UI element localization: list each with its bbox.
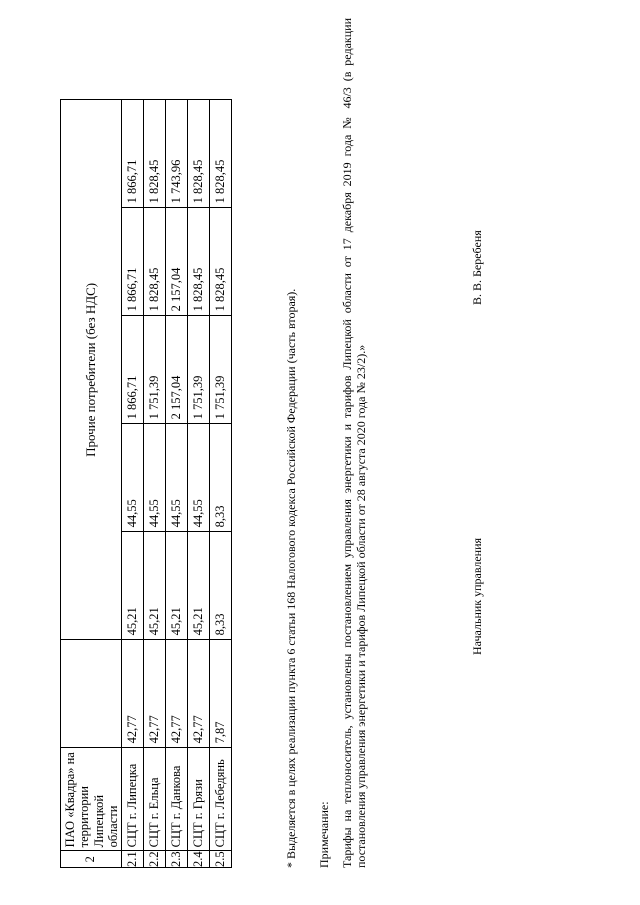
signature-name: В. В. Беребеня [470, 230, 484, 305]
tariff-table [60, 99, 232, 868]
table-cell-v2: 45,21 [143, 532, 165, 640]
table-cell-v5: 2 157,04 [165, 208, 187, 316]
table-cell-name: СЦТ г. Данкова [165, 748, 187, 851]
table-cell-v3: 44,55 [187, 424, 209, 532]
table-cell-v1: 42,77 [187, 640, 209, 748]
footnote: * Выделяется в целях реализации пункта 6 статьи 168 Налогового кодекса Российской Федерации (часть вторая). [284, 288, 298, 868]
table-cell-v2: 8,33 [209, 532, 231, 640]
table-cell-v3: 44,55 [143, 424, 165, 532]
table-cell-v4: 1 866,71 [121, 316, 143, 424]
table-cell-v2: 45,21 [121, 532, 143, 640]
table-row [143, 100, 165, 868]
table-cell-name: СЦТ г. Ельца [143, 748, 165, 851]
table-cell-v3: 44,55 [165, 424, 187, 532]
table-cell-v5: 1 828,45 [143, 208, 165, 316]
table-row [187, 100, 209, 868]
table-cell-v6: 1 828,45 [143, 100, 165, 208]
header-org-cell: ПАО «Квадра» на территории Липецкой области [61, 748, 122, 851]
table-cell-name: СЦТ г. Липецка [121, 748, 143, 851]
table-cell-v5: 1 828,45 [187, 208, 209, 316]
table-cell-v6: 1 828,45 [209, 100, 231, 208]
table-cell-num: 2.4 [187, 851, 209, 868]
table-cell-num: 2.2 [143, 851, 165, 868]
table-cell-v4: 1 751,39 [187, 316, 209, 424]
table-cell-v3: 8,33 [209, 424, 231, 532]
header-num-cell: 2 [61, 851, 122, 868]
table-header-row [61, 100, 122, 868]
table-cell-v6: 1 743,96 [165, 100, 187, 208]
table-cell-v5: 1 866,71 [121, 208, 143, 316]
signature-title: Начальник управления [470, 537, 484, 655]
note-label: Примечание: [317, 801, 331, 868]
table-cell-v5: 1 828,45 [209, 208, 231, 316]
table-row [121, 100, 143, 868]
table-cell-num: 2.3 [165, 851, 187, 868]
note-text: Тарифы на теплоноситель, установлены постановлением управления энергетики и тарифов Липецкой области от 17 декабря 2019 года № 46/3 (в редакции постановления управления энергетики и тарифов Липецкой области от 28 августа 2020 года № 23/2).» [340, 18, 368, 868]
table-cell-name: СЦТ г. Лебедянь [209, 748, 231, 851]
header-consumers-cell: Прочие потребители (без НДС) [61, 100, 122, 640]
table-cell-v4: 1 751,39 [143, 316, 165, 424]
table-cell-num: 2.5 [209, 851, 231, 868]
table-cell-v4: 2 157,04 [165, 316, 187, 424]
table-cell-v4: 1 751,39 [209, 316, 231, 424]
table-cell-v3: 44,55 [121, 424, 143, 532]
table-cell-v2: 45,21 [165, 532, 187, 640]
table-cell-v1: 42,77 [143, 640, 165, 748]
table-cell-v1: 42,77 [165, 640, 187, 748]
header-blank-cell [61, 640, 122, 748]
table-cell-num: 2.1 [121, 851, 143, 868]
table-row [209, 100, 231, 868]
table-row [165, 100, 187, 868]
table-cell-v1: 42,77 [121, 640, 143, 748]
table-cell-name: СЦТ г. Грязи [187, 748, 209, 851]
table-cell-v6: 1 828,45 [187, 100, 209, 208]
table-cell-v2: 45,21 [187, 532, 209, 640]
table-cell-v6: 1 866,71 [121, 100, 143, 208]
table-cell-v1: 7,87 [209, 640, 231, 748]
